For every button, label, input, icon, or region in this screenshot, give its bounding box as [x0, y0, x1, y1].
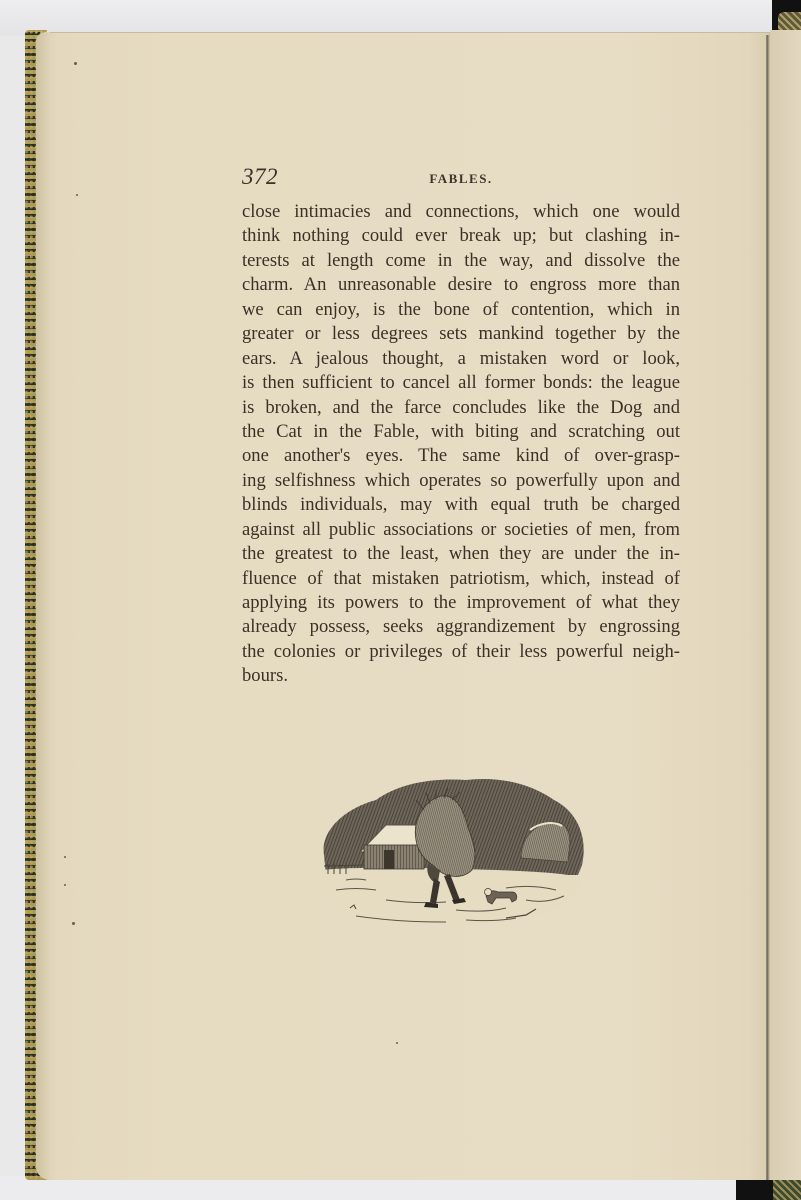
text-line: the greatest to the least, when they are under the in-: [242, 543, 680, 565]
text-line: fluence of that mistaken patriotism, which, instead of: [242, 567, 680, 589]
body-paragraph: [242, 200, 680, 689]
text-line: think nothing could ever break up; but clashing in-: [242, 225, 680, 247]
gutter-shadow: [766, 35, 769, 1180]
text-line: is then sufficient to cancel all former bonds: the league: [242, 372, 680, 394]
text-line: charm. An unreasonable desire to engross more than: [242, 274, 680, 296]
text-line: the Cat in the Fable, with biting and scratching out: [242, 420, 680, 442]
text-line: bours.: [242, 665, 288, 687]
paper-speck: [74, 62, 77, 65]
engraving-vignette: [316, 770, 588, 930]
text-line: against all public associations or societies of men, from: [242, 518, 680, 540]
text-line: greater or less degrees sets mankind together by the: [242, 323, 680, 345]
text-line: applying its powers to the improvement of what they: [242, 592, 680, 613]
text-line: ing selfishness which operates so powerfully upon and: [242, 469, 680, 491]
text-line: already possess, seeks aggrandizement by engrossing: [242, 616, 680, 638]
facing-page-edge: [770, 30, 801, 1180]
text-line: ears. A jealous thought, a mistaken word or look,: [242, 347, 680, 369]
text-line: one another's eyes. The same kind of over-grasp-: [242, 445, 680, 467]
text-line: terests at length come in the way, and dissolve the: [242, 249, 680, 271]
marbled-board: [778, 12, 801, 32]
text-line: close intimacies and connections, which one would: [242, 201, 680, 222]
text-line: is broken, and the farce concludes like the Dog and: [242, 396, 680, 418]
paper-speck: [64, 856, 66, 858]
marbled-board: [773, 1180, 801, 1200]
page-fold-edge: [36, 32, 50, 1180]
running-head: [242, 164, 680, 194]
paper-speck: [64, 884, 66, 886]
paper-speck: [76, 194, 78, 196]
facing-page-corner-top: [772, 0, 801, 32]
paper-speck: [72, 922, 75, 925]
scan-background-top: [0, 0, 801, 36]
text-line: the colonies or privileges of their less powerful neigh-: [242, 640, 680, 662]
winter-scene-illustration: [316, 770, 588, 930]
text-line: blinds individuals, may with equal truth be charged: [242, 494, 680, 516]
facing-page-corner-bottom: [736, 1180, 801, 1200]
paper-speck: [396, 1042, 398, 1044]
page-number: 372: [242, 164, 278, 189]
text-line: we can enjoy, is the bone of contention, which in: [242, 298, 680, 320]
running-title: FABLES.: [429, 171, 493, 186]
